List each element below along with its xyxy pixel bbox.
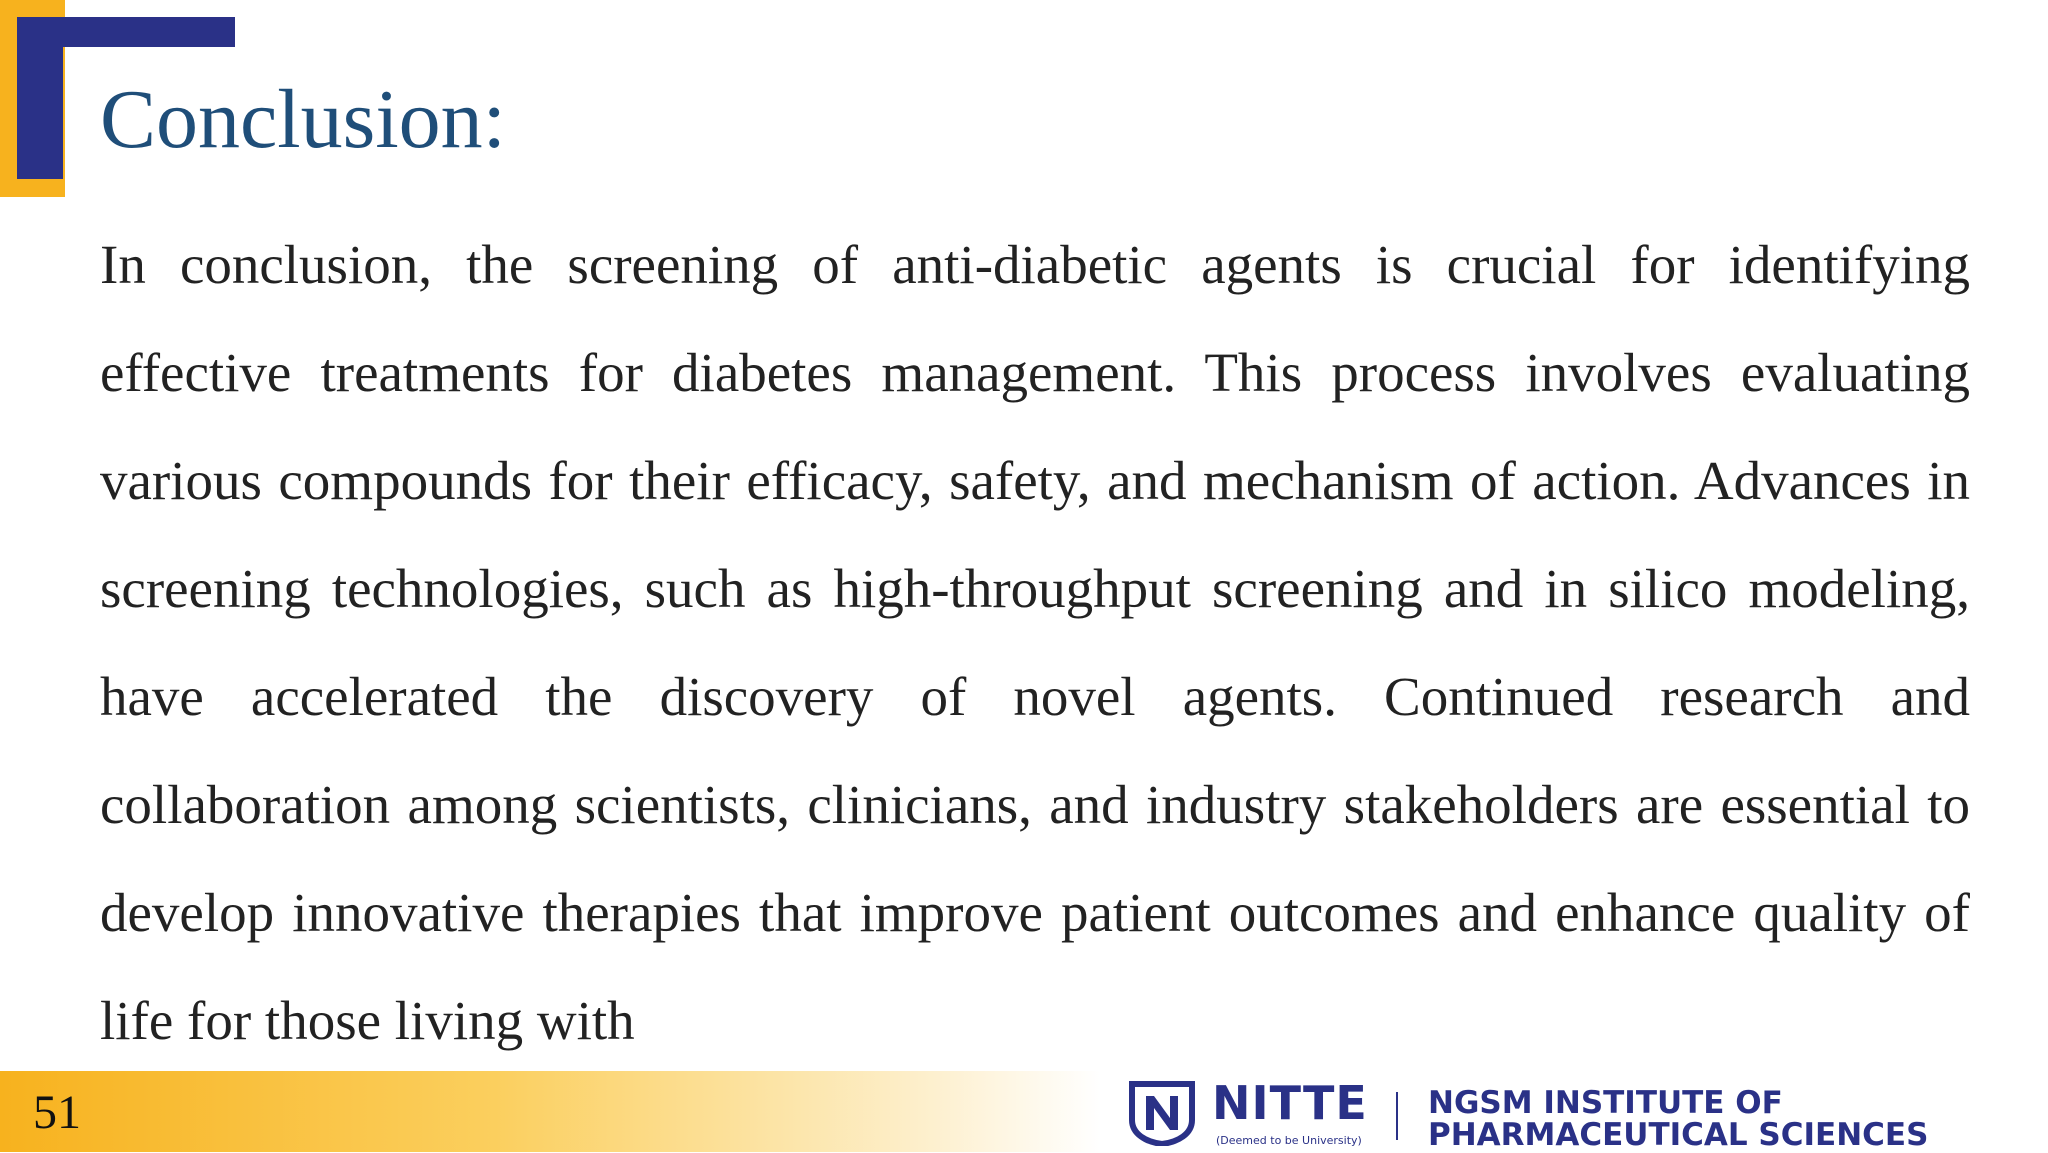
logo-separator <box>1396 1092 1398 1140</box>
slide-title: Conclusion: <box>100 73 507 166</box>
institution-logo <box>1128 1076 2008 1153</box>
page-number: 51 <box>33 1086 81 1139</box>
nitte-n-shield-icon <box>1128 1080 1196 1146</box>
logo-tagline: (Deemed to be University) <box>1216 1134 1362 1147</box>
logo-institute-line2: PHARMACEUTICAL SCIENCES <box>1428 1117 1929 1153</box>
slide-body-text: In conclusion, the screening of anti-diabetic agents is crucial for identifying effective treatments for diabetes management. This process involves evaluating various compounds for their efficacy, safety, and mechanism of action. Advances in screening technologies, such as high-throughput screening and in silico modeling, have accelerated the discovery of novel agents. Continued research and collaboration among scientists, clinicians, and industry stakeholders are essential to develop innovative therapies that improve patient outcomes and enhance quality of life for those living with <box>100 234 1970 1051</box>
logo-institute-line1: NGSM INSTITUTE OF <box>1428 1085 1783 1121</box>
corner-accent-navy-vertical <box>17 17 63 179</box>
footer-bar <box>0 1071 1100 1152</box>
logo-brand-text: NITTE <box>1212 1076 1368 1130</box>
logo-institute-name <box>1428 1087 1928 1151</box>
